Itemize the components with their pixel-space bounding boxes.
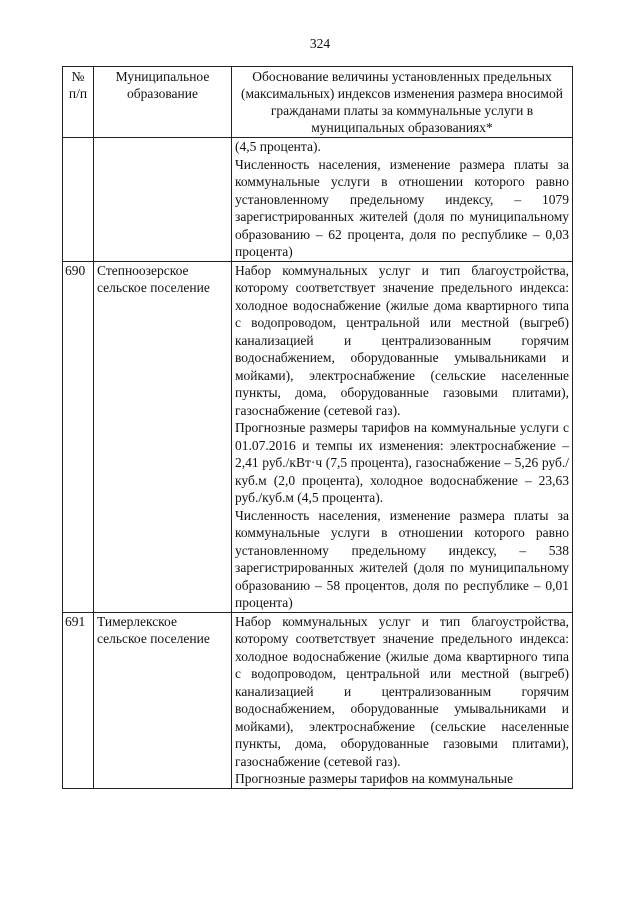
justification-paragraph: Набор коммунальных услуг и тип благоустройства, которому соответствует значение предельного индекса: холодное водоснабжение (жилые дома квартирного типа с водопроводом, центральной или местной (выгреб) канализацией и централизованным горячим водоснабжением, оборудованные умывальниками и мойками), электроснабжение (сельские населенные пункты, дома, оборудованные газовыми плитами), газоснабжение (сетевой газ). (235, 262, 569, 418)
justification-paragraph: Прогнозные размеры тарифов на коммунальные услуги с 01.07.2016 и темпы их изменения: электроснабжение – 2,41 руб./кВт·ч (7,5 процента), газоснабжение – 5,26 руб./куб.м (2,0 процента), холодное водоснабжение – 23,63 руб./куб.м (4,5 процента). (235, 420, 569, 505)
header-justification: Обоснование величины установленных предельных (максимальных) индексов изменения размера вносимой гражданами платы за коммунальные услуги в муниципальных образованиях* (232, 67, 573, 138)
page-number: 324 (309, 36, 331, 51)
header-num: № п/п (63, 67, 94, 138)
header-municipality: Муниципальное образование (94, 67, 232, 138)
row-number: 690 (63, 261, 94, 612)
row-number: 691 (63, 612, 94, 788)
justification-cell (232, 612, 573, 788)
municipality-name: Тимерлекское сельское поселение (94, 612, 232, 788)
municipality-name (94, 138, 232, 262)
table-header-row (63, 67, 573, 138)
table-row (63, 261, 573, 612)
table-row (63, 612, 573, 788)
row-number (63, 138, 94, 262)
justification-paragraph: Численность населения, изменение размера платы за коммунальные услуги в отношении которого равно установленному предельному индексу, – 538 зарегистрированных жителей (доля по муниципальному образованию – 58 процентов, доля по республике – 0,01 процента) (235, 507, 569, 610)
justification-paragraph: Прогнозные размеры тарифов на коммунальные (235, 771, 513, 786)
justification-paragraph: (4,5 процента). (235, 139, 321, 154)
justification-cell (232, 261, 573, 612)
justification-paragraph: Численность населения, изменение размера платы за коммунальные услуги в отношении которого равно установленному предельному индексу, – 1079 зарегистрированных жителей (доля по муниципальному образованию – 62 процента, доля по республике – 0,03 процента) (235, 156, 569, 259)
tariff-justification-table (62, 66, 573, 789)
justification-cell (232, 138, 573, 262)
municipality-name: Степноозерское сельское поселение (94, 261, 232, 612)
justification-paragraph: Набор коммунальных услуг и тип благоустройства, которому соответствует значение предельного индекса: холодное водоснабжение (жилые дома квартирного типа с водопроводом, центральной или местной (выгреб) канализацией и централизованным горячим водоснабжением, оборудованные умывальниками и мойками), электроснабжение (сельские населенные пункты, дома, оборудованные газовыми плитами), газоснабжение (сетевой газ). (235, 613, 569, 769)
table-row (63, 138, 573, 262)
